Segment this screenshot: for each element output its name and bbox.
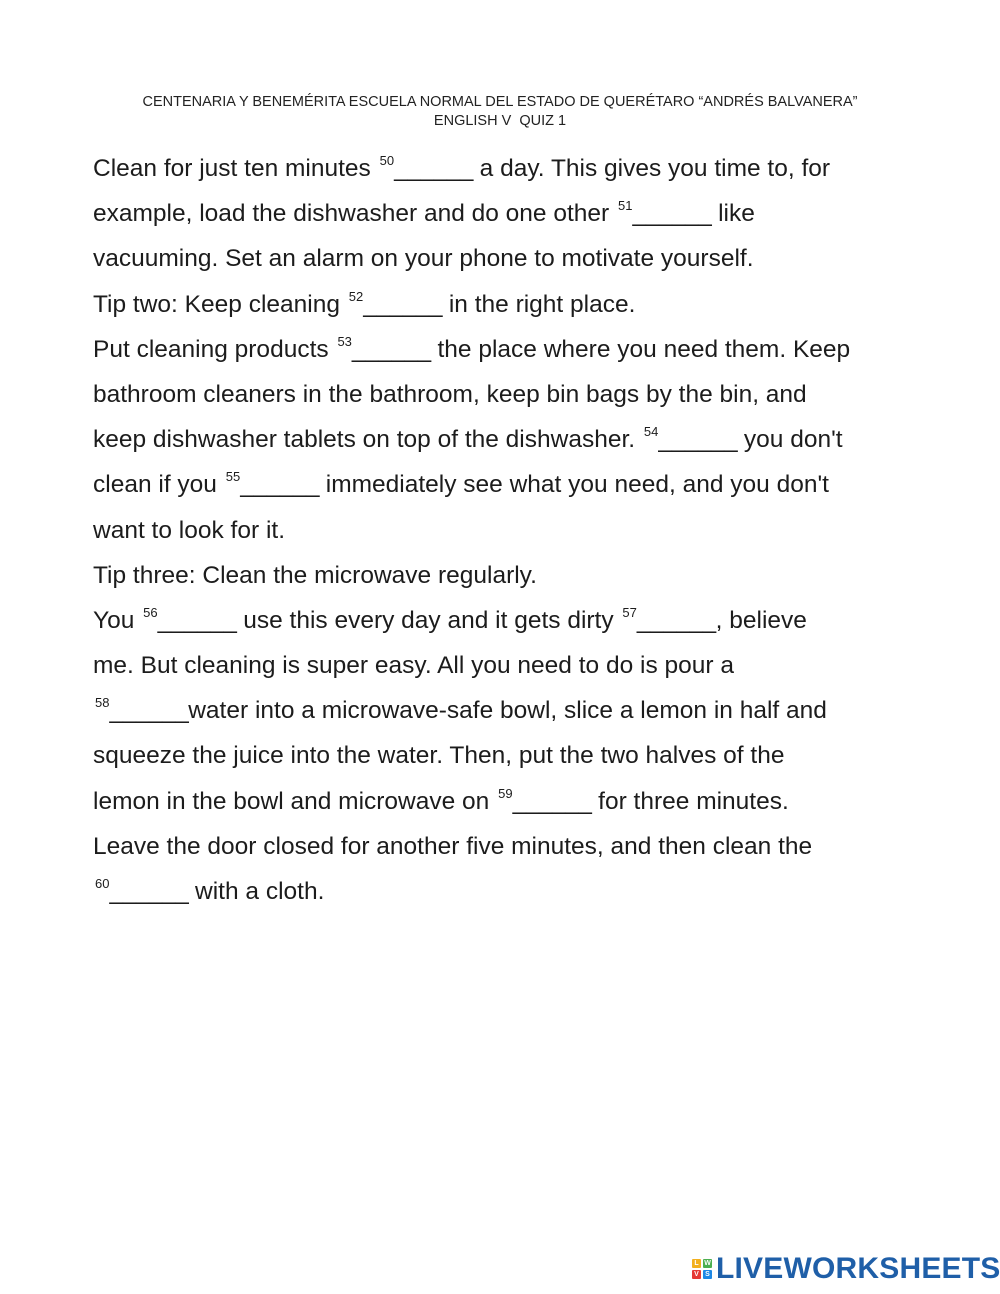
passage-text: with a cloth. [188, 878, 325, 905]
answer-blank[interactable]: ______ [109, 697, 189, 725]
passage-line [93, 688, 923, 733]
liveworksheets-logo [692, 1254, 1000, 1284]
passage-text: want to look for it. [93, 516, 286, 544]
question-number: 50 [379, 153, 395, 168]
passage-text: clean if you [93, 471, 224, 499]
answer-blank[interactable]: ______ [157, 606, 237, 634]
passage-text: the place where you need them. Keep [430, 335, 851, 363]
question-number: 53 [337, 333, 352, 349]
passage-text: Clean for just ten minutes [93, 155, 378, 182]
passage-text: for three minutes. [591, 787, 789, 815]
passage-text: me. But cleaning is super easy. All you need to do is pour a [93, 652, 735, 680]
passage-line [93, 824, 923, 869]
passage-text: use this every day and it gets dirty [236, 606, 621, 634]
passage-text: immediately see what you need, and you don't [318, 471, 829, 499]
passage-line [93, 779, 923, 824]
passage-line [93, 733, 923, 778]
logo-text: LIVEWORKSHEETS [716, 1252, 1000, 1285]
quiz-title: ENGLISH V QUIZ 1 [433, 113, 567, 129]
passage-text: you don't [737, 426, 843, 454]
answer-blank[interactable]: ______ [240, 471, 319, 499]
passage-line [93, 508, 923, 553]
passage-line [93, 282, 923, 327]
passage-text: squeeze the juice into the water. Then, put the two halves of the [93, 742, 785, 770]
passage-text: lemon in the bowl and microwave on [93, 787, 497, 815]
passage-text: Tip three: Clean the microwave regularly. [93, 561, 537, 589]
answer-blank[interactable]: ______ [351, 335, 431, 363]
liveworksheets-mark-icon: L W V S [692, 1259, 712, 1279]
passage-line [93, 553, 923, 598]
passage-text: keep dishwasher tablets on top of the dishwasher. [93, 426, 642, 454]
school-name: CENTENARIA Y BENEMÉRITA ESCUELA NORMAL DEL ESTADO DE QUERÉTARO “ANDRÉS BALVANERA” [142, 94, 858, 110]
passage-text: , believe [715, 606, 807, 634]
passage-line [93, 191, 923, 236]
question-number: 56 [143, 604, 158, 620]
passage-text: Put cleaning products [93, 335, 336, 363]
passage-line [93, 236, 923, 281]
answer-blank[interactable]: ______ [512, 787, 592, 815]
passage-line [93, 327, 923, 372]
passage-line [93, 598, 923, 643]
passage-line [93, 417, 923, 462]
passage-line [93, 462, 923, 507]
question-number: 52 [348, 288, 364, 304]
answer-blank[interactable]: ______ [394, 155, 473, 182]
answer-blank[interactable]: ______ [658, 426, 738, 454]
answer-blank[interactable]: ______ [636, 606, 716, 634]
question-number: 57 [622, 604, 637, 620]
passage-text: You [93, 606, 142, 634]
passage-line [93, 372, 923, 417]
passage-text: in the right place. [442, 290, 636, 318]
passage-text: water into a microwave-safe bowl, slice a lemon in half and [188, 697, 827, 725]
question-number: 55 [225, 469, 241, 485]
passage-line [93, 643, 923, 688]
document-header [0, 93, 1000, 131]
question-number: 51 [618, 198, 633, 214]
passage-line [93, 869, 923, 914]
question-number: 58 [95, 695, 110, 711]
passage-text: Tip two: Keep cleaning [93, 290, 347, 318]
passage-text: a day. This gives you time to, for [472, 155, 831, 182]
passage-text: example, load the dishwasher and do one other [93, 200, 617, 228]
question-number: 60 [95, 876, 110, 891]
answer-blank[interactable]: ______ [632, 200, 712, 228]
question-number: 59 [498, 785, 513, 801]
passage-line [93, 146, 923, 191]
passage-text: like [711, 200, 755, 228]
answer-blank[interactable]: ______ [109, 878, 189, 905]
answer-blank[interactable]: ______ [363, 290, 443, 318]
question-number: 54 [643, 424, 659, 440]
quiz-passage [93, 146, 923, 914]
passage-text: Leave the door closed for another five minutes, and then clean the [93, 832, 813, 860]
passage-text: vacuuming. Set an alarm on your phone to motivate yourself. [93, 245, 754, 273]
passage-text: bathroom cleaners in the bathroom, keep bin bags by the bin, and [93, 380, 807, 408]
